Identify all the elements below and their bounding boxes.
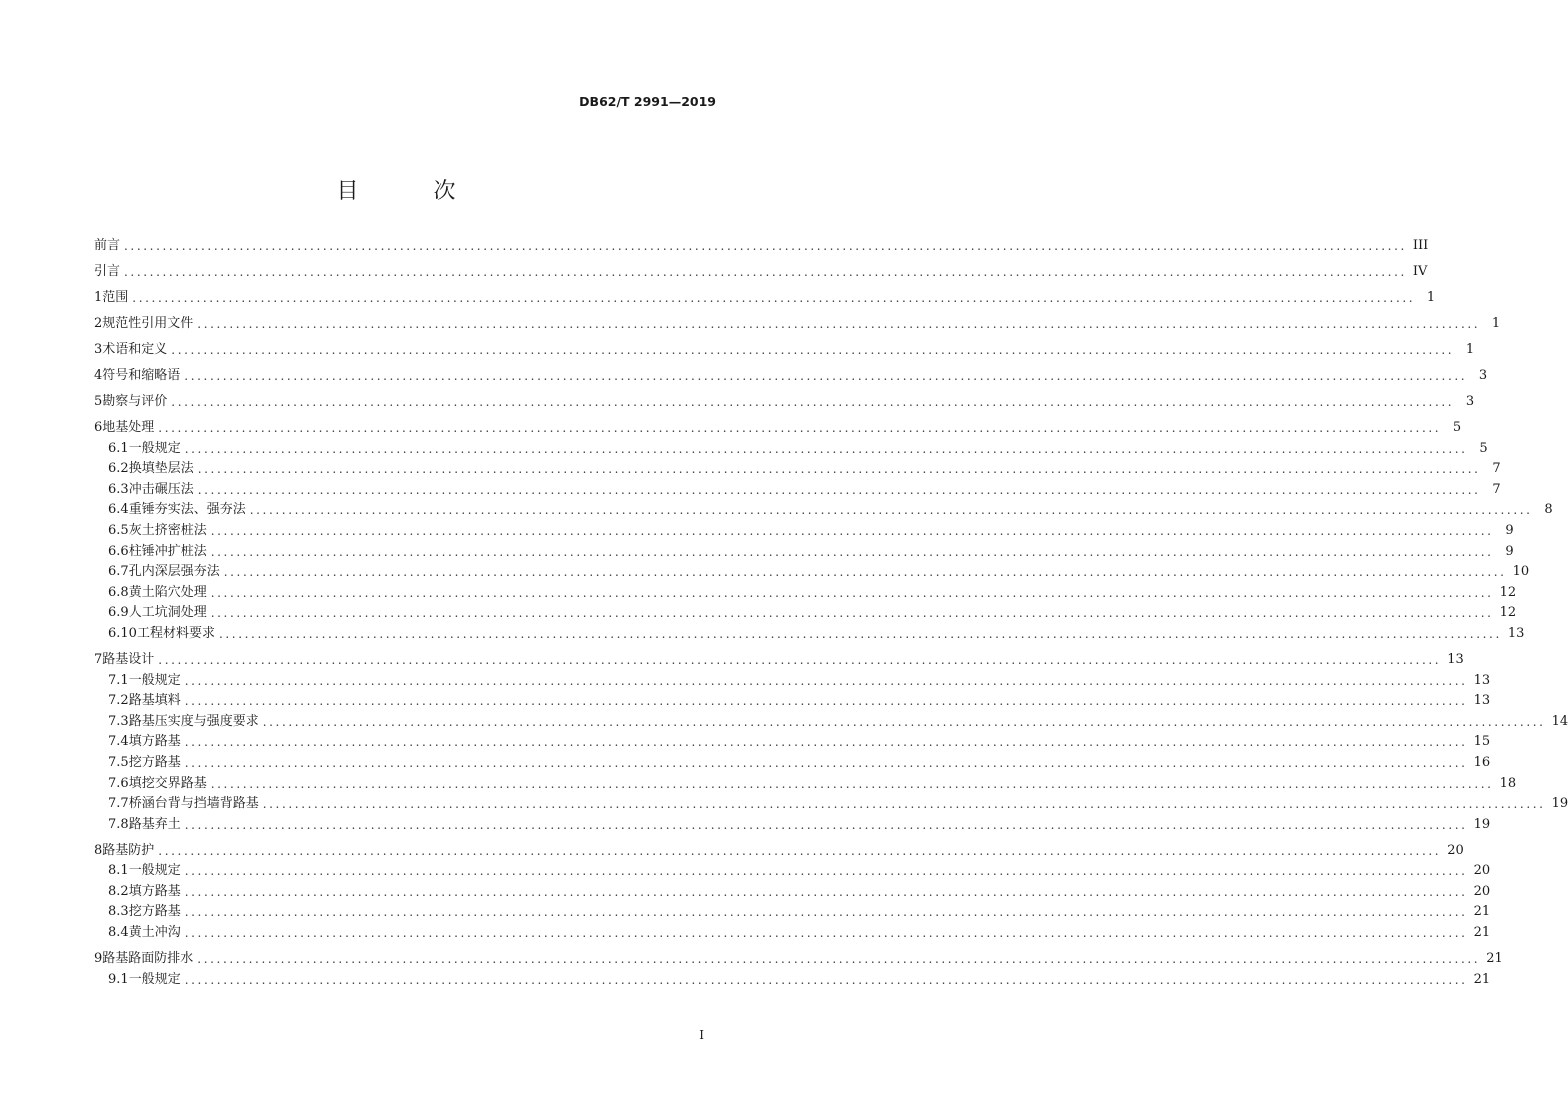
- toc-entry[interactable]: [94, 236, 1429, 256]
- toc-entry-number: 4: [94, 368, 103, 383]
- toc-entry-number: 7.1: [108, 672, 129, 688]
- toc-entry[interactable]: [94, 480, 1501, 500]
- toc-entry-number: 6.3: [108, 481, 129, 497]
- toc-entry[interactable]: [94, 949, 1503, 969]
- toc-entry-page: 21: [1473, 925, 1491, 941]
- toc-entry-page: 20: [1473, 863, 1491, 879]
- toc-entry[interactable]: [94, 815, 1491, 835]
- toc-entry-page: 20: [1447, 842, 1464, 858]
- toc-entry-title: 范围: [102, 290, 129, 305]
- toc-entry-page: 5: [1452, 420, 1462, 435]
- toc-entry-page: 9: [1505, 543, 1514, 559]
- toc-dot-leader: ........................................................................................................................................................................................................: [218, 626, 1502, 641]
- toc-entry[interactable]: [94, 314, 1501, 334]
- toc-entry[interactable]: [94, 650, 1464, 670]
- toc-entry-title: 填挖交界路基: [128, 775, 207, 791]
- toc-entry-title: 路基防护: [102, 842, 155, 858]
- toc-entry[interactable]: [94, 459, 1501, 479]
- toc-entry-page: 10: [1512, 564, 1530, 580]
- toc-dot-leader: ........................................................................................................................................................................................................: [210, 585, 1494, 600]
- toc-entry-number: 6.8: [108, 584, 129, 600]
- toc-dot-leader: ........................................................................................................................................................................................................: [249, 503, 1533, 518]
- toc-entry-page: 9: [1505, 522, 1514, 538]
- toc-entry-title: 挖方路基: [128, 754, 181, 770]
- toc-entry[interactable]: [94, 392, 1475, 412]
- toc-entry-page: 7: [1492, 481, 1501, 497]
- toc-entry-page: 21: [1486, 951, 1503, 967]
- toc-entry-title: 路基路面防排水: [102, 951, 194, 967]
- toc-entry[interactable]: [94, 603, 1517, 623]
- toc-entry[interactable]: [94, 774, 1517, 794]
- toc-dot-leader: ........................................................................................................................................................................................................: [184, 884, 1468, 899]
- toc-entry[interactable]: [94, 288, 1436, 308]
- toc-entry-title: 规范性引用文件: [102, 316, 194, 331]
- toc-entry-number: 7.5: [108, 754, 129, 770]
- toc-entry-title: 地基处理: [102, 420, 155, 435]
- toc-entry-title: 人工坑洞处理: [128, 605, 207, 621]
- toc-entry-title: 路基弃土: [128, 816, 181, 832]
- toc-entry-page: 13: [1447, 651, 1464, 667]
- toc-entry-page: 19: [1473, 816, 1491, 832]
- toc-entry-title: 填方路基: [128, 734, 181, 750]
- toc-entry-number: 7.3: [108, 713, 129, 729]
- toc-entry-number: 6.6: [108, 543, 129, 559]
- toc-entry-page: 19: [1551, 796, 1568, 812]
- toc-entry-title: 桥涵台背与挡墙背路基: [128, 796, 259, 812]
- toc-entry-number: 6.2: [108, 461, 129, 477]
- toc-dot-leader: ........................................................................................................................................................................................................: [223, 565, 1507, 580]
- toc-entry[interactable]: [94, 366, 1488, 386]
- toc-entry-number: 9.1: [108, 971, 129, 987]
- toc-dot-leader: ........................................................................................................................................................................................................: [132, 291, 1416, 305]
- toc-dot-leader: ........................................................................................................................................................................................................: [184, 369, 1468, 383]
- table-of-contents: [94, 236, 1568, 990]
- toc-dot-leader: ........................................................................................................................................................................................................: [124, 265, 1407, 279]
- toc-entry-number: 6.10: [108, 625, 137, 641]
- toc-entry-number: 8: [94, 842, 103, 858]
- toc-entry[interactable]: [94, 794, 1568, 814]
- toc-entry-number: 7.7: [108, 796, 129, 812]
- toc-entry-title: 工程材料要求: [136, 625, 215, 641]
- toc-entry-page: 5: [1479, 440, 1488, 456]
- toc-entry-number: 8.2: [108, 883, 129, 899]
- toc-dot-leader: ........................................................................................................................................................................................................: [184, 441, 1468, 456]
- toc-dot-leader: ........................................................................................................................................................................................................: [158, 843, 1442, 858]
- toc-entry[interactable]: [94, 262, 1428, 282]
- toc-entry-number: 6.9: [108, 605, 129, 621]
- toc-dot-leader: ........................................................................................................................................................................................................: [184, 755, 1468, 770]
- toc-entry-title: 重锤夯实法、强夯法: [128, 502, 246, 518]
- toc-entry-page: 21: [1473, 904, 1491, 920]
- toc-entry[interactable]: [94, 753, 1491, 773]
- toc-entry-number: 7.8: [108, 816, 129, 832]
- toc-entry-page: 1: [1426, 290, 1436, 305]
- toc-dot-leader: ........................................................................................................................................................................................................: [184, 694, 1468, 709]
- toc-dot-leader: ........................................................................................................................................................................................................: [184, 905, 1468, 920]
- toc-entry-number: 6.1: [108, 440, 129, 456]
- toc-entry-title: 一般规定: [128, 971, 181, 987]
- toc-entry[interactable]: [94, 439, 1488, 459]
- toc-entry-number: 8.4: [108, 925, 129, 941]
- toc-entry-title: 冲击碾压法: [128, 481, 194, 497]
- toc-dot-leader: ........................................................................................................................................................................................................: [184, 673, 1468, 688]
- toc-entry-page: 1: [1491, 316, 1501, 331]
- toc-entry-page: 14: [1551, 713, 1568, 729]
- toc-entry-page: 18: [1499, 775, 1517, 791]
- toc-dot-leader: ........................................................................................................................................................................................................: [197, 317, 1481, 331]
- toc-entry[interactable]: [94, 923, 1491, 943]
- toc-entry-number: 6.7: [108, 564, 129, 580]
- toc-entry-title: 符号和缩略语: [102, 368, 181, 383]
- toc-entry-title: 引言: [94, 264, 121, 279]
- toc-entry-page: 12: [1499, 605, 1517, 621]
- toc-dot-leader: ........................................................................................................................................................................................................: [262, 714, 1546, 729]
- toc-entry-title: 柱锤冲扩桩法: [128, 543, 207, 559]
- toc-entry-number: 7.6: [108, 775, 129, 791]
- toc-dot-leader: ........................................................................................................................................................................................................: [262, 797, 1546, 812]
- toc-entry[interactable]: [94, 624, 1525, 644]
- toc-entry-number: 8.1: [108, 863, 129, 879]
- toc-dot-leader: ........................................................................................................................................................................................................: [197, 462, 1481, 477]
- toc-entry-number: 2: [94, 316, 103, 331]
- toc-entry[interactable]: [94, 583, 1517, 603]
- toc-entry-title: 孔内深层强夯法: [128, 564, 220, 580]
- toc-entry-page: 15: [1473, 734, 1491, 750]
- toc-dot-leader: ........................................................................................................................................................................................................: [210, 523, 1494, 538]
- toc-entry-page: 7: [1492, 461, 1501, 477]
- toc-entry-title: 一般规定: [128, 672, 181, 688]
- toc-entry-number: 3: [94, 342, 103, 357]
- toc-entry[interactable]: [94, 712, 1568, 732]
- toc-dot-leader: ........................................................................................................................................................................................................: [210, 544, 1494, 559]
- toc-dot-leader: ........................................................................................................................................................................................................: [184, 864, 1468, 879]
- toc-entry-number: 6.4: [108, 502, 129, 518]
- toc-entry[interactable]: [94, 841, 1464, 861]
- toc-entry[interactable]: [94, 732, 1491, 752]
- toc-dot-leader: ........................................................................................................................................................................................................: [197, 952, 1481, 967]
- toc-entry-title: 填方路基: [128, 883, 181, 899]
- toc-entry[interactable]: [94, 970, 1491, 990]
- toc-entry-page: 3: [1465, 394, 1475, 409]
- toc-entry-title: 勘察与评价: [102, 394, 168, 409]
- toc-entry[interactable]: [94, 861, 1491, 881]
- toc-entry-title: 黄土陷穴处理: [128, 584, 207, 600]
- toc-entry-number: 5: [94, 394, 103, 409]
- toc-entry-title: 换填垫层法: [128, 461, 194, 477]
- toc-entry-page: 3: [1478, 368, 1488, 383]
- toc-entry-title: 挖方路基: [128, 904, 181, 920]
- toc-entry-number: 7: [94, 651, 103, 667]
- toc-entry[interactable]: [94, 562, 1530, 582]
- toc-entry-title: 路基压实度与强度要求: [128, 713, 259, 729]
- toc-entry[interactable]: [94, 542, 1514, 562]
- toc-entry[interactable]: [94, 902, 1491, 922]
- toc-dot-leader: ........................................................................................................................................................................................................: [171, 395, 1455, 409]
- toc-entry[interactable]: [94, 882, 1491, 902]
- toc-dot-leader: ........................................................................................................................................................................................................: [210, 776, 1494, 791]
- toc-entry-title: 路基设计: [102, 651, 155, 667]
- toc-entry-number: 8.3: [108, 904, 129, 920]
- toc-dot-leader: ........................................................................................................................................................................................................: [158, 421, 1442, 435]
- toc-entry-title: 一般规定: [128, 440, 181, 456]
- toc-dot-leader: ........................................................................................................................................................................................................: [158, 652, 1442, 667]
- toc-entry-number: 7.4: [108, 734, 129, 750]
- toc-entry-page: 8: [1544, 502, 1553, 518]
- toc-entry-title: 路基填料: [128, 693, 181, 709]
- toc-entry-page: IV: [1412, 264, 1428, 279]
- toc-entry-page: 13: [1473, 672, 1491, 688]
- toc-entry-page: 16: [1473, 754, 1491, 770]
- toc-entry[interactable]: [94, 500, 1553, 520]
- toc-dot-leader: ........................................................................................................................................................................................................: [197, 482, 1481, 497]
- toc-entry-page: 20: [1473, 883, 1491, 899]
- toc-entry[interactable]: [94, 691, 1491, 711]
- toc-entry-number: 9: [94, 951, 103, 967]
- toc-entry-number: 1: [94, 290, 103, 305]
- toc-entry[interactable]: [94, 418, 1462, 438]
- toc-dot-leader: ........................................................................................................................................................................................................: [184, 926, 1468, 941]
- toc-entry-page: 13: [1507, 625, 1525, 641]
- toc-entry[interactable]: [94, 521, 1514, 541]
- page-number: I: [699, 1028, 704, 1042]
- toc-entry-number: 6: [94, 420, 103, 435]
- toc-entry-title: 术语和定义: [102, 342, 168, 357]
- toc-entry-number: 7.2: [108, 693, 129, 709]
- toc-dot-leader: ........................................................................................................................................................................................................: [124, 239, 1407, 253]
- toc-entry-page: 12: [1499, 584, 1517, 600]
- toc-entry[interactable]: [94, 671, 1491, 691]
- toc-entry-title: 黄土冲沟: [128, 925, 181, 941]
- toc-dot-leader: ........................................................................................................................................................................................................: [184, 735, 1468, 750]
- toc-entry-number: 6.5: [108, 522, 129, 538]
- toc-entry-page: 21: [1473, 971, 1491, 987]
- page-title-text: 目 次: [336, 179, 490, 204]
- toc-dot-leader: ........................................................................................................................................................................................................: [184, 817, 1468, 832]
- toc-entry-page: 13: [1473, 693, 1491, 709]
- toc-entry-page: III: [1412, 238, 1429, 253]
- toc-entry-title: 灰土挤密桩法: [128, 522, 207, 538]
- toc-dot-leader: ........................................................................................................................................................................................................: [171, 343, 1455, 357]
- toc-entry[interactable]: [94, 340, 1475, 360]
- toc-entry-title: 前言: [94, 238, 121, 253]
- page-title: [0, 174, 792, 205]
- toc-dot-leader: ........................................................................................................................................................................................................: [184, 972, 1468, 987]
- toc-dot-leader: ........................................................................................................................................................................................................: [210, 606, 1494, 621]
- toc-entry-page: 1: [1465, 342, 1475, 357]
- toc-entry-title: 一般规定: [128, 863, 181, 879]
- document-code: DB62/T 2991—2019: [579, 94, 716, 109]
